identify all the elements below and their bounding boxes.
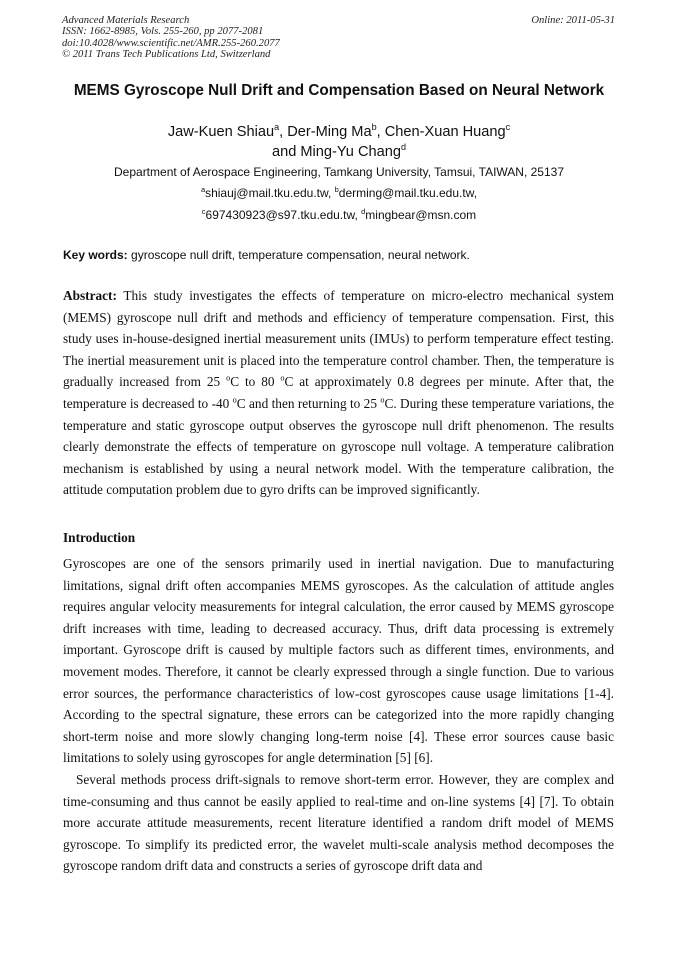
email-mark: d <box>361 206 366 216</box>
email-list <box>0 183 678 226</box>
author-mark: b <box>371 122 377 133</box>
abstract-text: C. During these temperature variations, the temperature and static gyroscope output observes the gyroscope null drift phenomenon. The results clearly demonstrate the effects of temperature on gyroscope null voltage. A temperature calibration mechanism is established by using a neural network model. With the temperature calibration, the attitude computation problem due to gyro drifts can be improved significantly. <box>63 395 614 498</box>
abstract-text: C and then returning to 25 <box>236 395 381 411</box>
email-link[interactable]: mingbear@msn.com <box>365 207 477 222</box>
intro-paragraph: Several methods process drift-signals to remove short-term error. However, they are complex and time-consuming and thus cannot be easily applied to real-time and on-line systems [4] [7]. To obtain more accurate attitude measurements, recent literature identified a random drift model of MEMS gyroscope. To simplify its predicted error, the wavelet multi-scale analysis method decomposes the gyroscope random drift data and constructs a series of gyroscope drift data and <box>63 772 614 874</box>
author-prefix: and <box>271 144 301 160</box>
keywords <box>63 248 470 262</box>
abstract <box>63 285 614 501</box>
keywords-text: gyroscope null drift, temperature compensation, neural network. <box>127 248 470 262</box>
email-separator: , <box>354 207 362 222</box>
email-mark: a <box>200 185 206 194</box>
degree-mark: o <box>280 373 285 383</box>
author-separator: , <box>279 124 288 140</box>
section-heading-introduction: Introduction <box>63 530 136 545</box>
degree-mark: o <box>226 373 231 383</box>
degree-mark: o <box>232 395 237 405</box>
author-name: Ming-Yu Chang <box>300 144 401 160</box>
author-name: Chen-Xuan Huang <box>384 124 506 140</box>
issn-line: ISSN: 1662-8985, Vols. 255-260, pp 2077-2081 <box>62 26 264 38</box>
abstract-text: This study investigates the effects of temperature on micro-electro mechanical system (MEMS) gyroscope null drift and methods and efficiency of temperature compensation. First, this study uses in-house-designed inertial measurement units (IMUs) to perform temperature effect testing. The inertial measurement unit is placed into the temperature control chamber. Then, the temperature is gradually increased from 25 <box>63 288 614 390</box>
degree-mark: o <box>380 395 385 405</box>
email-mark: b <box>334 185 339 194</box>
author-list <box>0 122 678 162</box>
keywords-label: Key words: <box>63 248 128 262</box>
journal-name: Advanced Materials Research <box>62 15 190 26</box>
journal-header <box>62 15 280 60</box>
intro-paragraph: Gyroscopes are one of the sensors primarily used in inertial navigation. Due to manufacturing limitations, signal drift often accompanies MEMS gyroscopes. As the calculation of attitude angles requires angular velocity measurements for integral calculation, the error caused by MEMS gyroscope drift increases with time, leading to decreased accuracy. Thus, drift data processing is extremely important. Gyroscope drift is caused by multiple factors such as different times, environments, and movement modes. Therefore, it cannot be clearly expressed through a single function. Due to various error sources, the performance characteristics of low-cost gyroscopes cause usage limitations [1-4]. According to the spectral signature, these errors can be categorized into the more rapidly changing short-term noise and more slowly changing long-term noise [4]. These error sources cause basic limitations to solely using gyroscopes for angle determination [5] [6]. <box>63 556 614 766</box>
email-link[interactable]: shiauj@mail.tku.edu.tw <box>205 186 328 200</box>
author-name: Der-Ming Ma <box>287 124 372 140</box>
email-link[interactable]: derming@mail.tku.edu.tw <box>338 186 474 200</box>
email-separator: , <box>473 186 478 200</box>
author-separator: , <box>376 124 385 140</box>
author-mark: d <box>400 142 407 153</box>
copyright-line: © 2011 Trans Tech Publications Ltd, Switzerland <box>62 48 271 60</box>
doi-line: doi:10.4028/www.scientific.net/AMR.255-260.2077 <box>62 37 280 49</box>
author-mark: c <box>505 122 511 133</box>
email-link[interactable]: 697430923@s97.tku.edu.tw <box>205 207 355 222</box>
email-separator: , <box>327 186 335 200</box>
paper-title: MEMS Gyroscope Null Drift and Compensation Based on Neural Network <box>73 82 605 99</box>
author-mark: a <box>274 122 280 133</box>
abstract-label: Abstract: <box>63 288 117 303</box>
abstract-text: C to 80 <box>230 374 281 390</box>
affiliation: Department of Aerospace Engineering, Tamkang University, Tamsui, TAIWAN, 25137 <box>114 165 564 179</box>
online-date: Online: 2011-05-31 <box>531 15 615 26</box>
abstract-text: C at approximately 0.8 degrees per minute. After that, the temperature is decreased to -40 <box>63 374 614 411</box>
author-name: Jaw-Kuen Shiau <box>167 124 275 140</box>
email-mark: c <box>201 206 206 216</box>
